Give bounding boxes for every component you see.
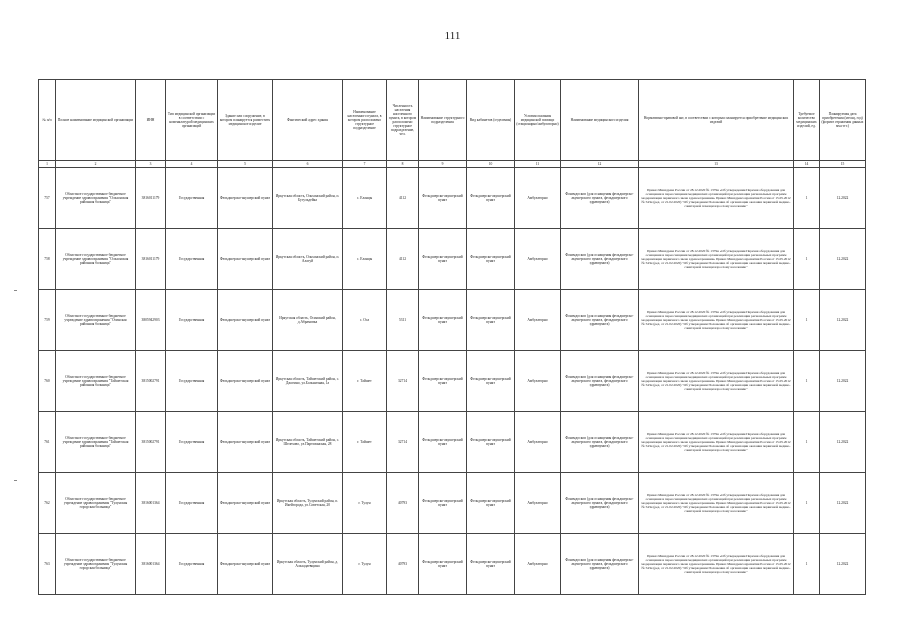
- legal-act-cell: Приказ Минздрава России от 28.12.2020 № 1379н «Об утверждении Перечня оборудования для оснащения и переоснащения медицинских организаций при реализации региональных программ модернизации первичного звена здравоохранения» Приказ Минздравсоцразвития России от 15.05.2012 № 543н (ред. от 21.02.2020) "Об утверждении Положения об организации оказания первичной медико-санитарной помощи взрослому населению": [639, 290, 794, 351]
- care-condition-cell: Амбулаторно: [515, 534, 561, 595]
- legal-act-cell: Приказ Минздрава России от 28.12.2020 № 1379н «Об утверждении Перечня оборудования для оснащения и переоснащения медицинских организаций при реализации региональных программ модернизации первичного звена здравоохранения» Приказ Минздравсоцразвития России от 15.05.2012 № 543н (ред. от 21.02.2020) "Об утверждении Положения об организации оказания первичной медико-санитарной помощи взрослому населению": [639, 473, 794, 534]
- margin-tick: [14, 290, 17, 291]
- table-row: [39, 290, 866, 351]
- header-cell: Численность населения населенного пункта, в котором расположено структурное подразделение, чел.: [387, 80, 419, 161]
- table-row: [39, 229, 866, 290]
- cabinet-type-cell: Фельдшерско-акушерский пункт: [467, 351, 515, 412]
- table-header: [39, 80, 866, 161]
- care-condition-cell: Амбулаторно: [515, 473, 561, 534]
- column-number: 8: [387, 161, 419, 168]
- settlement-cell: с. Еланцы: [343, 229, 387, 290]
- column-number: 2: [56, 161, 136, 168]
- building-cell: Фельдшерско-акушерский пункт: [218, 473, 273, 534]
- column-number: 12: [561, 161, 639, 168]
- column-number: 3: [136, 161, 166, 168]
- header-row: [39, 80, 866, 161]
- inn-cell: 3815002791: [136, 351, 166, 412]
- device-name-cell: Фонендоскоп (для оснащения фельдшерско-акушерского пункта, фельдшерского здравпункта): [561, 168, 639, 229]
- purchase-date-cell: 12.2022: [820, 290, 866, 351]
- organization-type-cell: Государственная: [166, 412, 218, 473]
- organization-name-cell: Областное государственное бюджетное учреждение здравоохранения "Осинская районная больница": [56, 290, 136, 351]
- cabinet-type-cell: Фельдшерско-акушерский пункт: [467, 534, 515, 595]
- inn-cell: 3805942903: [136, 290, 166, 351]
- quantity-cell: 1: [794, 168, 820, 229]
- population-cell: 32714: [387, 412, 419, 473]
- inn-cell: 3816011179: [136, 229, 166, 290]
- column-number: 13: [639, 161, 794, 168]
- care-condition-cell: Амбулаторно: [515, 229, 561, 290]
- legal-act-cell: Приказ Минздрава России от 28.12.2020 № 1379н «Об утверждении Перечня оборудования для оснащения и переоснащения медицинских организаций при реализации региональных программ модернизации первичного звена здравоохранения» Приказ Минздравсоцразвития России от 15.05.2012 № 543н (ред. от 21.02.2020) "Об утверждении Положения об организации оказания первичной медико-санитарной помощи взрослому населению": [639, 229, 794, 290]
- structural-unit-cell: Фельдшерско-акушерский пункт: [419, 290, 467, 351]
- column-number: 7: [343, 161, 387, 168]
- structural-unit-cell: Фельдшерско-акушерский пункт: [419, 534, 467, 595]
- header-cell: Наименование населенного пункта, в котором расположено структурное подразделение: [343, 80, 387, 161]
- header-cell: Условия оказания медицинской помощи (стационарно/амбулаторно): [515, 80, 561, 161]
- cabinet-type-cell: Фельдшерско-акушерский пункт: [467, 168, 515, 229]
- column-number: 4: [166, 161, 218, 168]
- quantity-cell: 1: [794, 473, 820, 534]
- inn-cell: 3816001364: [136, 473, 166, 534]
- header-cell: Здание или сооружение, в котором планируется разместить медицинское изделие: [218, 80, 273, 161]
- care-condition-cell: Амбулаторно: [515, 168, 561, 229]
- inn-cell: 3816011179: [136, 168, 166, 229]
- inn-cell: 3816001364: [136, 534, 166, 595]
- quantity-cell: 1: [794, 351, 820, 412]
- header-cell: Требуемое количество медицинских изделий, ед.: [794, 80, 820, 161]
- header-cell: Планируемая дата приобретения (месяц, год) (формат отражения данных мм.гггг.): [820, 80, 866, 161]
- device-name-cell: Фонендоскоп (для оснащения фельдшерско-акушерского пункта, фельдшерского здравпункта): [561, 351, 639, 412]
- header-cell: Вид кабинетов (отделения): [467, 80, 515, 161]
- structural-unit-cell: Фельдшерско-акушерский пункт: [419, 412, 467, 473]
- page-number: 111: [444, 30, 461, 42]
- building-cell: Фельдшерско-акушерский пункт: [218, 351, 273, 412]
- purchase-date-cell: 12.2022: [820, 412, 866, 473]
- structural-unit-cell: Фельдшерско-акушерский пункт: [419, 473, 467, 534]
- column-number: 6: [273, 161, 343, 168]
- equipment-table-container: [38, 79, 865, 595]
- column-number: 15: [820, 161, 866, 168]
- address-cell: Иркутская область, Тайшетский район, с. Джогино, ул.Больничная, 1а: [273, 351, 343, 412]
- column-number: 10: [467, 161, 515, 168]
- purchase-date-cell: 12.2022: [820, 534, 866, 595]
- population-cell: 4112: [387, 168, 419, 229]
- care-condition-cell: Амбулаторно: [515, 412, 561, 473]
- cabinet-type-cell: Фельдшерско-акушерский пункт: [467, 412, 515, 473]
- row-number-cell: 758: [39, 229, 56, 290]
- organization-type-cell: Государственная: [166, 473, 218, 534]
- margin-tick: [14, 480, 17, 481]
- organization-name-cell: Областное государственное бюджетное учреждение здравоохранения "Тулунская городская больница": [56, 534, 136, 595]
- table-row: [39, 473, 866, 534]
- header-cell: Наименование медицинского изделия: [561, 80, 639, 161]
- column-number: 11: [515, 161, 561, 168]
- row-number-cell: 760: [39, 351, 56, 412]
- table-row: [39, 351, 866, 412]
- population-cell: 5311: [387, 290, 419, 351]
- header-cell: Наименование структурного подразделения: [419, 80, 467, 161]
- header-cell: ИНН: [136, 80, 166, 161]
- legal-act-cell: Приказ Минздрава России от 28.12.2020 № 1379н «Об утверждении Перечня оборудования для оснащения и переоснащения медицинских организаций при реализации региональных программ модернизации первичного звена здравоохранения» Приказ Минздравсоцразвития России от 15.05.2012 № 543н (ред. от 21.02.2020) "Об утверждении Положения об организации оказания первичной медико-санитарной помощи взрослому населению": [639, 412, 794, 473]
- purchase-date-cell: 12.2022: [820, 168, 866, 229]
- quantity-cell: 1: [794, 229, 820, 290]
- population-cell: 40793: [387, 534, 419, 595]
- device-name-cell: Фонендоскоп (для оснащения фельдшерско-акушерского пункта, фельдшерского здравпункта): [561, 473, 639, 534]
- legal-act-cell: Приказ Минздрава России от 28.12.2020 № 1379н «Об утверждении Перечня оборудования для оснащения и переоснащения медицинских организаций при реализации региональных программ модернизации первичного звена здравоохранения» Приказ Минздравсоцразвития России от 15.05.2012 № 543н (ред. от 21.02.2020) "Об утверждении Положения об организации оказания первичной медико-санитарной помощи взрослому населению": [639, 534, 794, 595]
- organization-name-cell: Областное государственное бюджетное учреждение здравоохранения "Ольхонская районная больница": [56, 229, 136, 290]
- care-condition-cell: Амбулаторно: [515, 290, 561, 351]
- header-cell: Фактический адрес здания: [273, 80, 343, 161]
- address-cell: Иркутская область, Ольхонский район, п. Бугульдейка: [273, 168, 343, 229]
- building-cell: Фельдшерско-акушерский пункт: [218, 412, 273, 473]
- address-cell: Иркутская область, Ольхонский район, п. Алагуй: [273, 229, 343, 290]
- building-cell: Фельдшерско-акушерский пункт: [218, 168, 273, 229]
- building-cell: Фельдшерско-акушерский пункт: [218, 229, 273, 290]
- row-number-cell: 757: [39, 168, 56, 229]
- settlement-cell: г. Тулун: [343, 473, 387, 534]
- building-cell: Фельдшерско-акушерский пункт: [218, 534, 273, 595]
- column-number: 1: [39, 161, 56, 168]
- header-cell: Тип медицинской организации в соответствии с номенклатурой медицинских организаций: [166, 80, 218, 161]
- equipment-table: [38, 79, 866, 595]
- structural-unit-cell: Фельдшерско-акушерский пункт: [419, 351, 467, 412]
- device-name-cell: Фонендоскоп (для оснащения фельдшерско-акушерского пункта, фельдшерского здравпункта): [561, 229, 639, 290]
- organization-name-cell: Областное государственное бюджетное учреждение здравоохранения "Ольхонская районная больница": [56, 168, 136, 229]
- table-row: [39, 534, 866, 595]
- device-name-cell: Фонендоскоп (для оснащения фельдшерско-акушерского пункта, фельдшерского здравпункта): [561, 412, 639, 473]
- purchase-date-cell: 12.2022: [820, 473, 866, 534]
- device-name-cell: Фонендоскоп (для оснащения фельдшерско-акушерского пункта, фельдшерского здравпункта): [561, 534, 639, 595]
- inn-cell: 3815002791: [136, 412, 166, 473]
- settlement-cell: г. Тулун: [343, 534, 387, 595]
- table-row: [39, 412, 866, 473]
- building-cell: Фельдшерско-акушерский пункт: [218, 290, 273, 351]
- structural-unit-cell: Фельдшерско-акушерский пункт: [419, 229, 467, 290]
- cabinet-type-cell: Фельдшерско-акушерский пункт: [467, 290, 515, 351]
- legal-act-cell: Приказ Минздрава России от 28.12.2020 № 1379н «Об утверждении Перечня оборудования для оснащения и переоснащения медицинских организаций при реализации региональных программ модернизации первичного звена здравоохранения» Приказ Минздравсоцразвития России от 15.05.2012 № 543н (ред. от 21.02.2020) "Об утверждении Положения об организации оказания первичной медико-санитарной помощи взрослому населению": [639, 351, 794, 412]
- address-cell: Иркутская область, Осинский район, д.Абрамовка: [273, 290, 343, 351]
- device-name-cell: Фонендоскоп (для оснащения фельдшерско-акушерского пункта, фельдшерского здравпункта): [561, 290, 639, 351]
- row-number-cell: 763: [39, 534, 56, 595]
- cabinet-type-cell: Фельдшерско-акушерский пункт: [467, 229, 515, 290]
- header-cell: Полное наименование медицинской организации: [56, 80, 136, 161]
- population-cell: 4112: [387, 229, 419, 290]
- organization-type-cell: Государственная: [166, 534, 218, 595]
- organization-type-cell: Государственная: [166, 290, 218, 351]
- address-cell: Иркутская область, Тулунский район, д. Альхадаевщина: [273, 534, 343, 595]
- row-number-cell: 759: [39, 290, 56, 351]
- table-body: [39, 161, 866, 595]
- settlement-cell: с. Оса: [343, 290, 387, 351]
- legal-act-cell: Приказ Минздрава России от 28.12.2020 № 1379н «Об утверждении Перечня оборудования для оснащения и переоснащения медицинских организаций при реализации региональных программ модернизации первичного звена здравоохранения» Приказ Минздравсоцразвития России от 15.05.2012 № 543н (ред. от 21.02.2020) "Об утверждении Положения об организации оказания первичной медико-санитарной помощи взрослому населению": [639, 168, 794, 229]
- organization-type-cell: Государственная: [166, 229, 218, 290]
- organization-name-cell: Областное государственное бюджетное учреждение здравоохранения "Тайшетская районная больница": [56, 351, 136, 412]
- address-cell: Иркутская область, Тулунский район, п. Икейгорода, ул.Советская, 20: [273, 473, 343, 534]
- settlement-cell: с. Еланцы: [343, 168, 387, 229]
- population-cell: 40793: [387, 473, 419, 534]
- purchase-date-cell: 12.2022: [820, 351, 866, 412]
- row-number-cell: 762: [39, 473, 56, 534]
- organization-type-cell: Государственная: [166, 351, 218, 412]
- column-number: 14: [794, 161, 820, 168]
- column-number-row: [39, 161, 866, 168]
- organization-type-cell: Государственная: [166, 168, 218, 229]
- purchase-date-cell: 12.2022: [820, 229, 866, 290]
- population-cell: 32714: [387, 351, 419, 412]
- header-cell: № п/п: [39, 80, 56, 161]
- table-row: [39, 168, 866, 229]
- quantity-cell: 1: [794, 290, 820, 351]
- quantity-cell: 1: [794, 534, 820, 595]
- organization-name-cell: Областное государственное бюджетное учреждение здравоохранения "Тулунская городская больница": [56, 473, 136, 534]
- cabinet-type-cell: Фельдшерско-акушерский пункт: [467, 473, 515, 534]
- address-cell: Иркутская область, Тайшетский район, с. Шелехово, ул.Партизанская, 28: [273, 412, 343, 473]
- care-condition-cell: Амбулаторно: [515, 351, 561, 412]
- quantity-cell: 1: [794, 412, 820, 473]
- organization-name-cell: Областное государственное бюджетное учреждение здравоохранения "Тайшетская районная больница": [56, 412, 136, 473]
- column-number: 5: [218, 161, 273, 168]
- column-number: 9: [419, 161, 467, 168]
- settlement-cell: г. Тайшет: [343, 351, 387, 412]
- row-number-cell: 761: [39, 412, 56, 473]
- settlement-cell: г. Тайшет: [343, 412, 387, 473]
- structural-unit-cell: Фельдшерско-акушерский пункт: [419, 168, 467, 229]
- header-cell: Нормативно-правовой акт, в соответствии с которым планируется приобретение медицинских изделий: [639, 80, 794, 161]
